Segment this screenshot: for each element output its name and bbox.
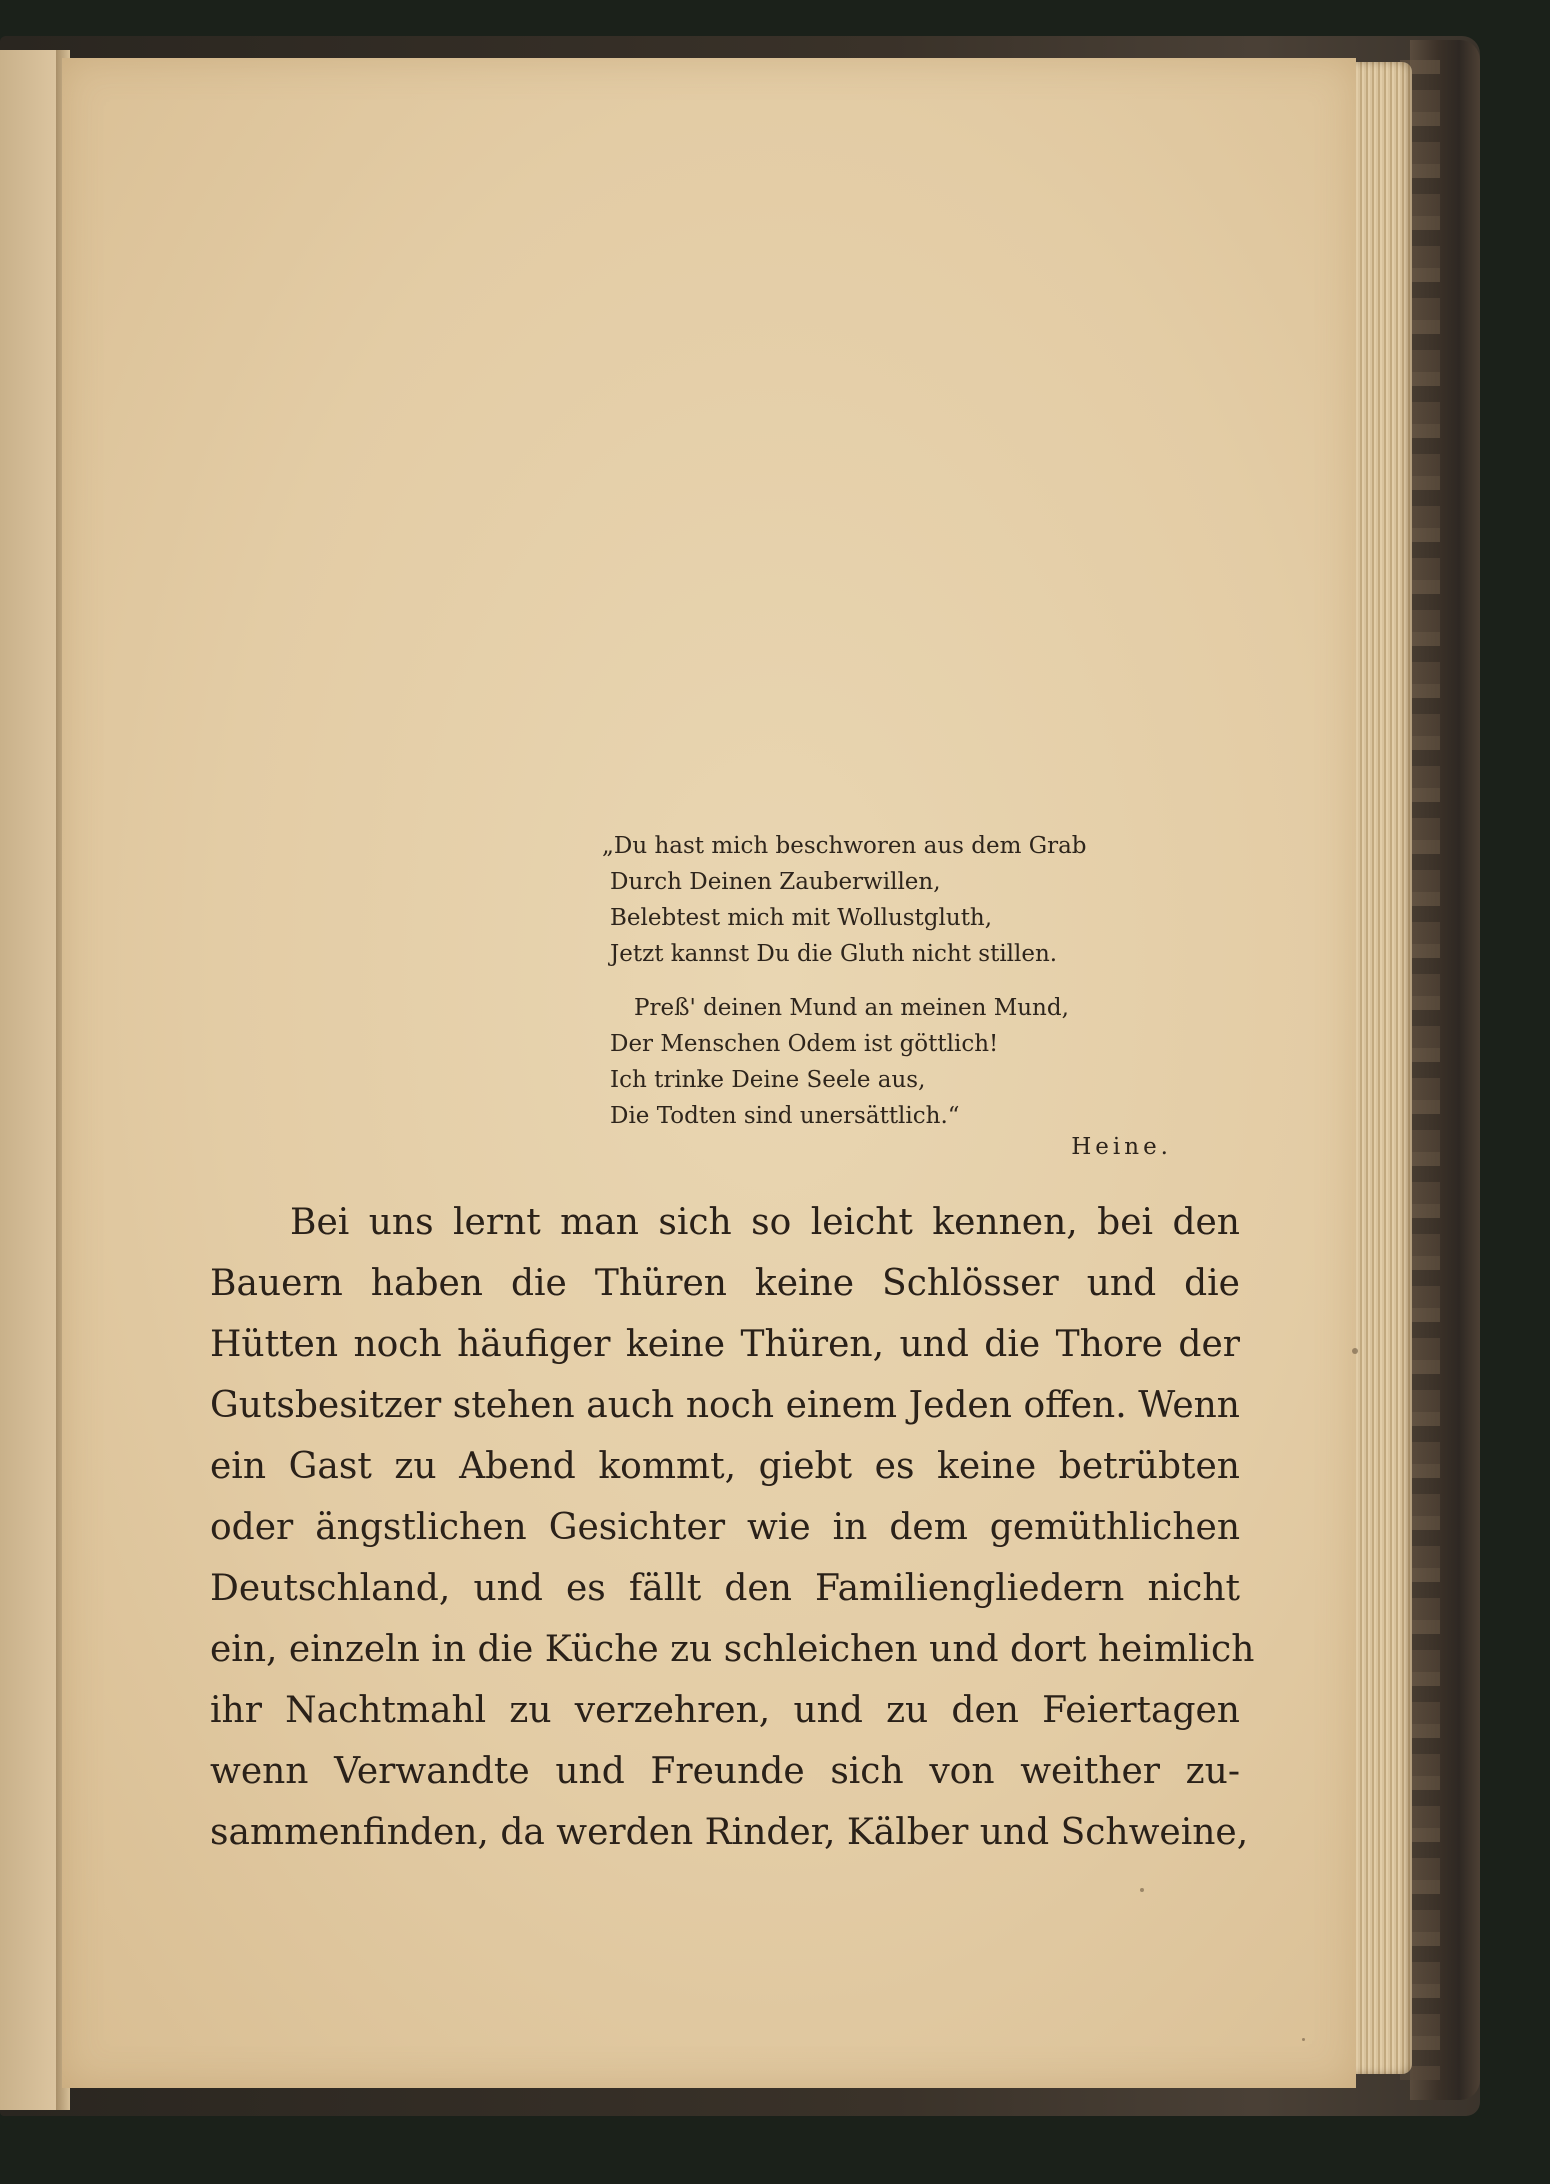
paper-speck (1140, 1888, 1144, 1892)
prose-line: Gutsbesitzer stehen auch noch einem Jeden offen. Wenn (210, 1385, 1240, 1426)
prose-line: ihr Nachtmahl zu verzehren, und zu den Feiertagen (210, 1690, 1240, 1731)
prose-line: wenn Verwandte und Freunde sich von weither zu- (210, 1751, 1240, 1792)
prose-line: ein, einzeln in die Küche zu schleichen und dort heimlich (210, 1629, 1255, 1670)
page-stack (1352, 62, 1412, 2074)
poem-line: Durch Deinen Zauberwillen, (610, 869, 941, 895)
left-page-edge (0, 50, 60, 2110)
book-page (62, 58, 1356, 2088)
prose-line: Hütten noch häufiger keine Thüren, und die Thore der (210, 1324, 1240, 1365)
poem-author: Heine. (1071, 1134, 1172, 1160)
poem-stanza-2 (610, 990, 1230, 1134)
paper-speck (1302, 2038, 1305, 2041)
poem-line: Jetzt kannst Du die Gluth nicht stillen. (610, 941, 1058, 967)
poem-line: Der Menschen Odem ist göttlich! (610, 1031, 999, 1057)
poem-line: Belebtest mich mit Wollustgluth, (610, 905, 993, 931)
paper-speck (1352, 1348, 1358, 1354)
prose-line: ein Gast zu Abend kommt, giebt es keine betrübten (210, 1446, 1240, 1487)
poem-line: Preß' deinen Mund an meinen Mund, (634, 995, 1069, 1021)
prose-paragraph (210, 1192, 1255, 1863)
poem-stanza-1 (602, 828, 1230, 972)
prose-line: Bei uns lernt man sich so leicht kennen, bei den (290, 1202, 1240, 1243)
poem-line: Die Todten sind unersättlich.“ (610, 1103, 960, 1129)
poem-line: „Du hast mich beschworen aus dem Grab (602, 833, 1087, 859)
poem-line: Ich trinke Deine Seele aus, (610, 1067, 926, 1093)
poem-epigraph (602, 828, 1230, 1152)
prose-line: Deutschland, und es fällt den Familiengliedern nicht (210, 1568, 1240, 1609)
prose-line: Bauern haben die Thüren keine Schlösser und die (210, 1263, 1240, 1304)
prose-line: sammenfinden, da werden Rinder, Kälber und Schweine, (210, 1812, 1249, 1853)
prose-line: oder ängstlichen Gesichter wie in dem gemüthlichen (210, 1507, 1240, 1548)
